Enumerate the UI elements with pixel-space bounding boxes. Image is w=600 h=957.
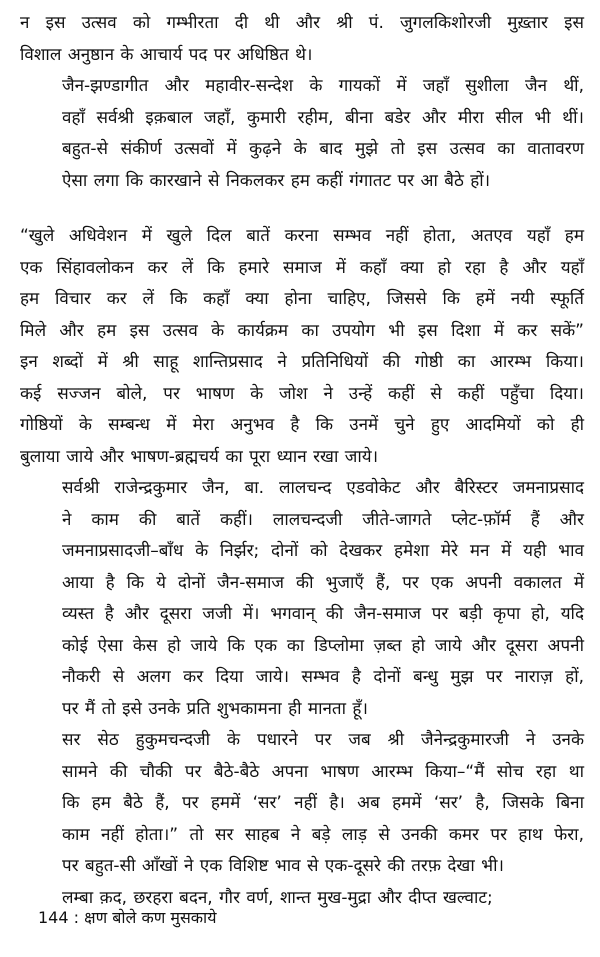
text-line: गोष्ठियों के सम्बन्ध में मेरा अनुभव है कि उनमें चुने हुए आदमियों को ही [20, 415, 584, 435]
text-line: आया है कि ये दोनों जैन-समाज की भुजाएँ हैं, पर एक अपनी वकालत में [62, 572, 584, 593]
text-line: “खुले अधिवेशन में खुले दिल बातें करना सम्भव नहीं होता, अतएव यहाँ हम [20, 226, 584, 246]
paragraph [20, 473, 584, 725]
text-line: सर सेठ हुकुमचन्दजी के पधारने पर जब श्री जैनेन्द्रकुमारजी ने उनके [62, 730, 584, 750]
text-line: काम नहीं होता।” तो सर साहब ने बड़े लाड़ से उनकी कमर पर हाथ फेरा, [62, 824, 584, 845]
text-line: वहाँ सर्वश्री इक़बाल जहाँ, कुमारी रहीम, बीना बडेर और मीरा सील भी थीं। [62, 107, 584, 128]
text-line: पर मैं तो इसे उनके प्रति शुभकामना ही मानता हूँ। [62, 698, 368, 719]
text-line: लम्बा क़द, छरहरा बदन, गौर वर्ण, शान्त मुख-मुद्रा और दीप्त खल्वाट; [62, 887, 493, 908]
text-line: जमनाप्रसादजी–बाँध के निर्झर; दोनों को देखकर हमेशा मेरे मन में यही भाव [62, 541, 584, 561]
page-footer: 144 : क्षण बोले कण मुसकाये [38, 908, 217, 927]
text-line: हम विचार कर लें कि कहाँ क्या होना चाहिए, जिससे कि हमें नयी स्फूर्ति [20, 289, 584, 309]
text-line: बहुत-से संकीर्ण उत्सवों में कुढ़ने के बाद मुझे तो इस उत्सव का वातावरण [62, 139, 584, 159]
text-line: ने काम की बातें कहीं। लालचन्दजी जीते-जागते प्लेट-फ़ॉर्म हैं और [62, 509, 584, 530]
text-line: व्यस्त है और दूसरा जजी में। भगवान् की जैन-समाज पर बड़ी कृपा हो, यदि [62, 604, 584, 624]
text-line: न इस उत्सव को गम्भीरता दी थी और श्री पं. जुगलकिशोरजी मुख़्तार इस [20, 13, 584, 33]
text-line: ऐसा लगा कि कारखाने से निकलकर हम कहीं गंगातट पर आ बैठे हों। [62, 170, 491, 191]
text-line: कोई ऐसा केस हो जाये कि एक का डिप्लोमा ज़ब्त हो जाये और दूसरा अपनी [62, 635, 584, 656]
text-line: मिले और हम इस उत्सव के कार्यक्रम का उपयोग भी इस दिशा में कर सकें” [20, 320, 584, 341]
text-line: कि हम बैठे हैं, पर हममें ‘सर’ नहीं है। अब हममें ‘सर’ है, जिसके बिना [62, 793, 584, 813]
text-line: जैन-झण्डागीत और महावीर-सन्देश के गायकों में जहाँ सुशीला जैन थीं, [62, 76, 584, 96]
text-line: इन शब्दों में श्री साहू शान्तिप्रसाद ने प्रतिनिधियों की गोष्ठी का आरम्भ किया। [20, 352, 584, 372]
text-line: सामने की चौकी पर बैठे-बैठे अपना भाषण आरम्भ किया–“मैं सोच रहा था [62, 761, 584, 782]
text-line: बुलाया जाये और भाषण-ब्रह्मचर्य का पूरा ध्यान रखा जाये। [20, 446, 379, 467]
paragraph-gap [20, 197, 584, 221]
text-line: कई सज्जन बोले, पर भाषण के जोश ने उन्हें कहीं से कहीं पहुँचा दिया। [20, 383, 584, 404]
text-line: एक सिंहावलोकन कर लें कि हमारे समाज में कहाँ क्या हो रहा है और यहाँ [20, 257, 584, 278]
text-line: सर्वश्री राजेन्द्रकुमार जैन, बा. लालचन्द एडवोकेट और बैरिस्टर जमनाप्रसाद [62, 478, 584, 498]
paragraph [20, 71, 584, 197]
paragraph [20, 725, 584, 883]
text-line: पर बहुत-सी आँखों ने एक विशिष्ट भाव से एक-दूसरे की तरफ़ देखा भी। [62, 856, 504, 876]
text-line: विशाल अनुष्ठान के आचार्य पद पर अधिष्ठित थे। [20, 44, 313, 65]
paragraph [20, 221, 584, 473]
text-line: नौकरी से अलग कर दिया जाये। सम्भव है दोनों बन्धु मुझ पर नाराज़ हों, [62, 667, 584, 687]
page-body [20, 8, 584, 914]
paragraph [20, 8, 584, 71]
